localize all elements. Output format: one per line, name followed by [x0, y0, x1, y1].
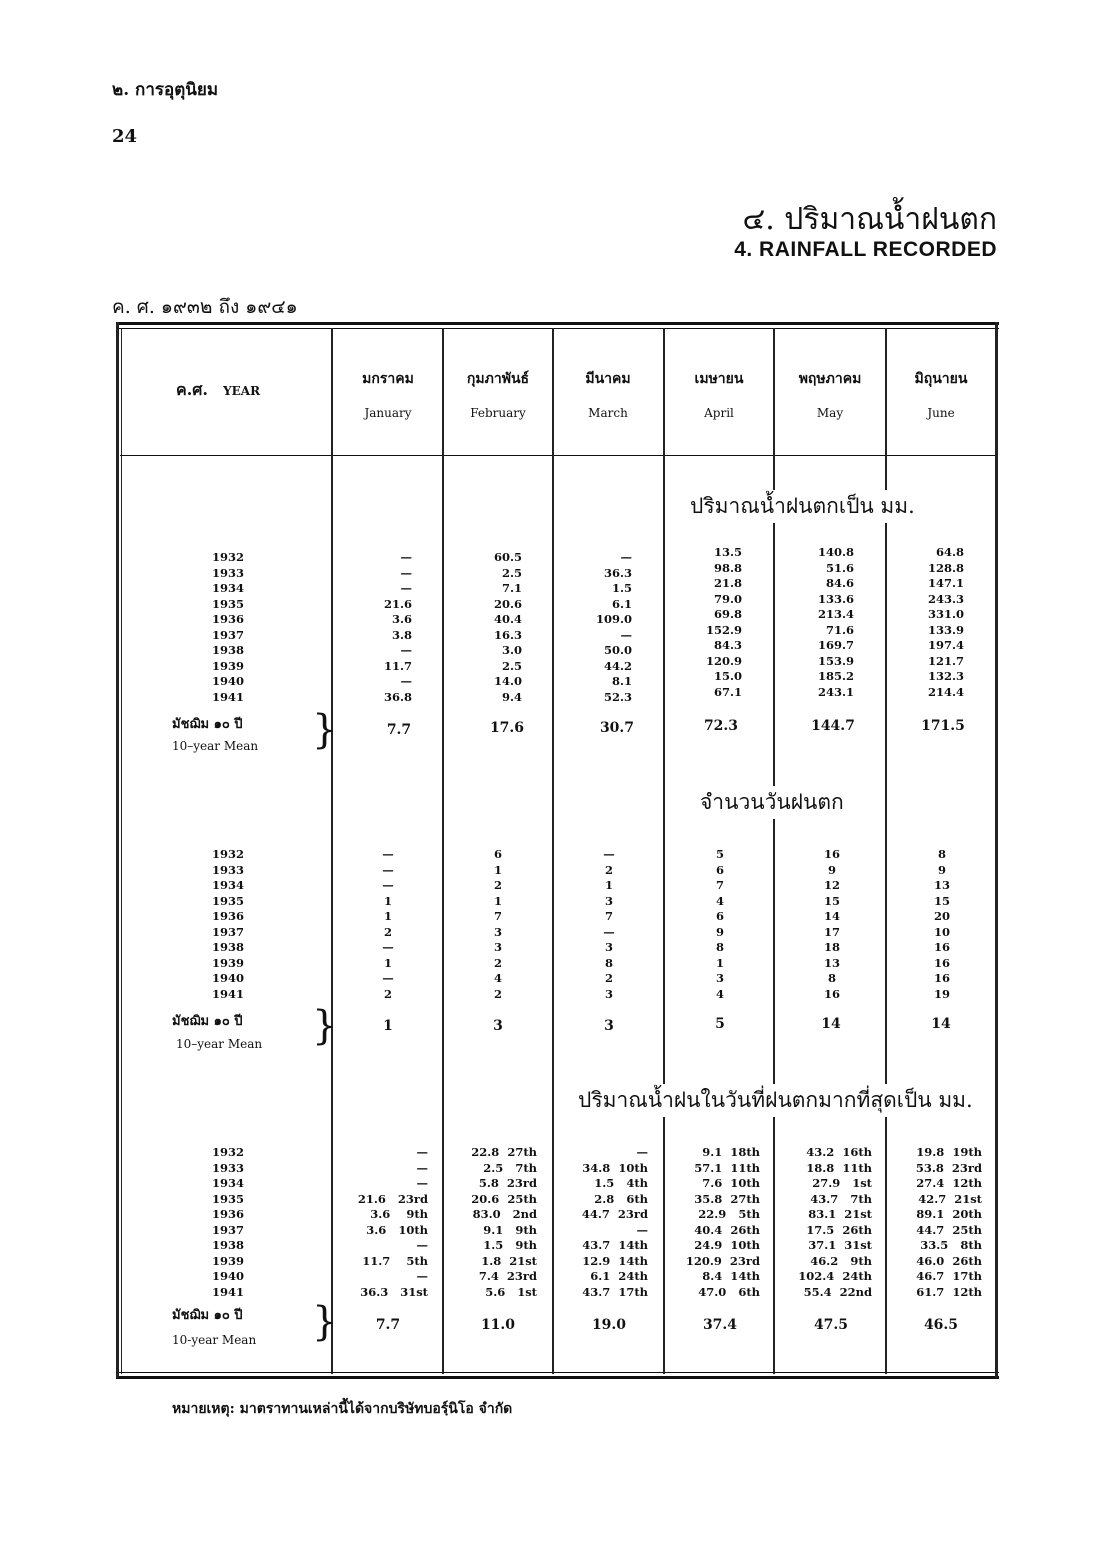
month-header-thai-june: มิถุนายน	[914, 371, 968, 387]
month-header-thai-march: มีนาคม	[585, 371, 631, 387]
raindays-february: 6 1 2 1 7 3 3 2 4 2	[493, 847, 502, 1001]
mean-january: 7.7	[375, 1317, 401, 1333]
year-list: 1932 1933 1934 1935 1936 1937 1938 1939 1940 1941	[211, 550, 244, 704]
mean-brace: }	[312, 1299, 338, 1345]
table-top-rule-thin	[116, 328, 999, 329]
month-header-january: January	[364, 406, 412, 420]
raindays-april: 5 6 7 4 6 9 8 1 3 4	[715, 847, 724, 1001]
maxday-may: 43.2 16th 18.8 11th 27.9 1st 43.7 7th 83.1 21st 17.5 26th 37.1 31st 46.2 9th 102.4 24th 55.4 22nd	[798, 1145, 872, 1299]
frame-left	[116, 322, 119, 1378]
running-head: ๒. การอุตุนิยม	[112, 80, 219, 100]
mean-june: 46.5	[923, 1317, 959, 1333]
rainfall-february: 60.5 2.5 7.1 20.6 40.4 16.3 3.0 2.5 14.0 9.4	[493, 550, 522, 704]
mean-label-thai: มัชฌิม ๑๐ ปี	[172, 1014, 243, 1029]
maxday-june: 19.8 19th 53.8 23rd 27.4 12th 42.7 21st 89.1 20th 44.7 25th 33.5 8th 46.0 26th 46.7 17th 61.7 12th	[915, 1145, 982, 1299]
maxday-january: — — — 21.6 23rd 3.6 9th 3.6 10th — 11.7 5th — 36.3 31st	[357, 1145, 428, 1299]
period-label: ค. ศ. ๑๙๓๒ ถึง ๑๙๔๑	[112, 296, 298, 318]
mean-april: 5	[715, 1016, 725, 1032]
mean-march: 30.7	[599, 720, 635, 736]
mean-may: 144.7	[811, 718, 855, 734]
maxday-march: — 34.8 10th 1.5 4th 2.8 6th 44.7 23rd — 43.7 14th 12.9 14th 6.1 24th 43.7 17th	[581, 1145, 648, 1299]
year-list: 1932 1933 1934 1935 1936 1937 1938 1939 1940 1941	[211, 1145, 244, 1299]
mean-march: 3	[604, 1018, 614, 1034]
mean-june: 14	[931, 1016, 951, 1032]
rainfall-march: — 36.3 1.5 6.1 109.0 — 50.0 44.2 8.1 52.3	[595, 550, 632, 704]
maxday-april: 9.1 18th 57.1 11th 7.6 10th 35.8 27th 22.9 5th 40.4 26th 24.9 10th 120.9 23rd 8.4 14th 47.0 6th	[685, 1145, 760, 1299]
section-title-rainfall-mm: ปริมาณน้ำฝนตกเป็น มม.	[690, 490, 915, 523]
mean-march: 19.0	[591, 1317, 627, 1333]
year-list: 1932 1933 1934 1935 1936 1937 1938 1939 1940 1941	[211, 847, 244, 1001]
month-header-march: March	[588, 406, 628, 420]
col-divider-5	[773, 328, 775, 1374]
mean-january: 7.7	[386, 722, 412, 738]
frame-left-inner	[121, 328, 122, 1374]
month-header-thai-may: พฤษภาคม	[798, 371, 862, 387]
col-divider-4	[663, 328, 665, 1374]
mean-brace: }	[312, 707, 338, 753]
table-top-rule	[116, 322, 999, 325]
mean-february: 17.6	[489, 720, 525, 736]
rainfall-june: 64.8 128.8 147.1 243.3 331.0 133.9 197.4 121.7 132.3 214.4	[927, 545, 964, 699]
month-header-june: June	[927, 406, 955, 420]
raindays-march: — 2 1 3 7 — 3 8 2 3	[603, 847, 615, 1001]
mean-april: 37.4	[702, 1317, 738, 1333]
frame-right	[995, 322, 998, 1378]
mean-june: 171.5	[921, 718, 965, 734]
month-header-february: February	[470, 406, 526, 420]
section-title-rain-days: จำนวนวันฝนตก	[700, 786, 844, 819]
year-header-english: YEAR	[223, 384, 261, 398]
mean-may: 14	[821, 1016, 841, 1032]
mean-april: 72.3	[703, 718, 739, 734]
footnote: หมายเหตุ: มาตราทานเหล่านี้ได้จากบริษัทบอรฺ์นิโอ จำกัด	[172, 1401, 513, 1417]
mean-february: 3	[493, 1018, 503, 1034]
mean-label-english: 10–year Mean	[172, 739, 259, 753]
mean-may: 47.5	[813, 1317, 849, 1333]
raindays-may: 16 9 12 15 14 17 18 13 8 16	[823, 847, 840, 1001]
mean-label-thai: มัชฌิม ๑๐ ปี	[172, 717, 243, 732]
table-header-rule	[120, 455, 995, 456]
month-header-april: April	[704, 406, 734, 420]
col-divider-2	[442, 328, 444, 1374]
rainfall-january: — — — 21.6 3.6 3.8 — 11.7 — 36.8	[383, 550, 412, 704]
year-header-thai: ค.ศ.	[176, 380, 208, 399]
page-number: 24	[112, 126, 138, 147]
month-header-thai-january: มกราคม	[362, 371, 414, 387]
mean-label-english: 10-year Mean	[172, 1333, 257, 1347]
table-bottom-rule	[116, 1372, 999, 1373]
month-header-thai-april: เมษายน	[694, 371, 744, 387]
col-divider-6	[885, 328, 887, 1374]
maxday-february: 22.8 27th 2.5 7th 5.8 23rd 20.6 25th 83.0 2nd 9.1 9th 1.5 9th 1.8 21st 7.4 23rd 5.6 1st	[471, 1145, 537, 1299]
title-thai: ๔. ปริมาณน้ำฝนตก	[742, 202, 997, 237]
table-bottom-rule-thick	[116, 1376, 999, 1379]
raindays-june: 8 9 13 15 20 10 16 16 16 19	[933, 847, 950, 1001]
mean-label-english: 10–year Mean	[176, 1037, 263, 1051]
raindays-january: — — — 1 1 2 — 1 — 2	[382, 847, 394, 1001]
col-divider-3	[552, 328, 554, 1374]
mean-brace: }	[312, 1003, 338, 1049]
mean-january: 1	[383, 1018, 393, 1034]
rainfall-april: 13.5 98.8 21.8 79.0 69.8 152.9 84.3 120.9 15.0 67.1	[705, 545, 742, 699]
mean-label-thai: มัชฌิม ๑๐ ปี	[172, 1308, 243, 1323]
mean-february: 11.0	[480, 1317, 516, 1333]
section-title-max-day: ปริมาณน้ำฝนในวันที่ฝนตกมากที่สุดเป็น มม.	[578, 1084, 973, 1117]
year-header	[176, 378, 260, 403]
rainfall-may: 140.8 51.6 84.6 133.6 213.4 71.6 169.7 153.9 185.2 243.1	[817, 545, 854, 699]
month-header-may: May	[816, 406, 844, 420]
month-header-thai-february: กุมภาพันธ์	[466, 371, 530, 387]
title-english: 4. RAINFALL RECORDED	[734, 238, 997, 261]
col-divider-1	[331, 328, 333, 1374]
